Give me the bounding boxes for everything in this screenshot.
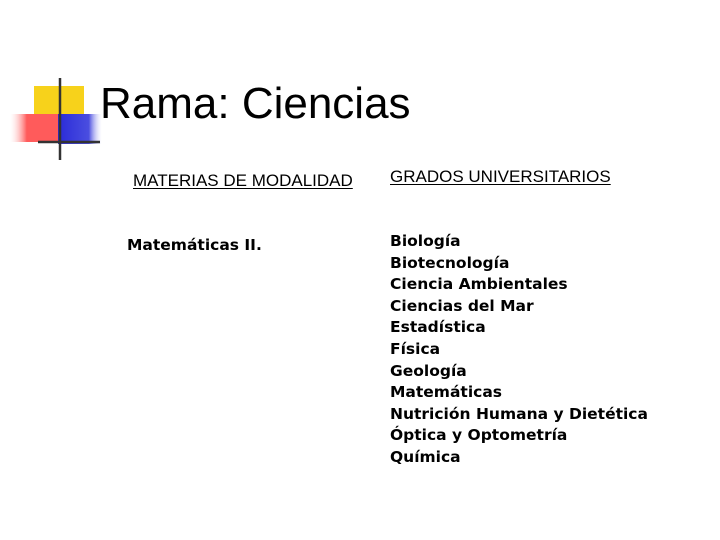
degree-item: Física <box>390 339 441 358</box>
degree-item: Biotecnología <box>390 253 510 272</box>
degree-item: Matemáticas <box>390 383 503 402</box>
logo-red-square <box>10 114 58 142</box>
decorative-logo <box>0 0 110 170</box>
degrees-list <box>390 231 648 469</box>
degree-item: Ciencia Ambientales <box>390 275 568 294</box>
degree-item: Química <box>390 447 461 466</box>
subject-item: Matemáticas II. <box>127 236 262 254</box>
degree-item: Óptica y Optometría <box>390 426 568 445</box>
slide-title: Rama: Ciencias <box>100 79 411 128</box>
subjects-header: MATERIAS DE MODALIDAD <box>133 171 353 190</box>
subjects-list <box>127 235 262 257</box>
degrees-header: GRADOS UNIVERSITARIOS <box>390 167 611 186</box>
degree-item: Biología <box>390 232 461 250</box>
degree-item: Geología <box>390 361 467 380</box>
degree-item: Estadística <box>390 318 486 337</box>
degree-item: Nutrición Humana y Dietética <box>390 404 648 423</box>
degree-item: Ciencias del Mar <box>390 296 534 315</box>
logo-blue-square <box>58 114 102 144</box>
